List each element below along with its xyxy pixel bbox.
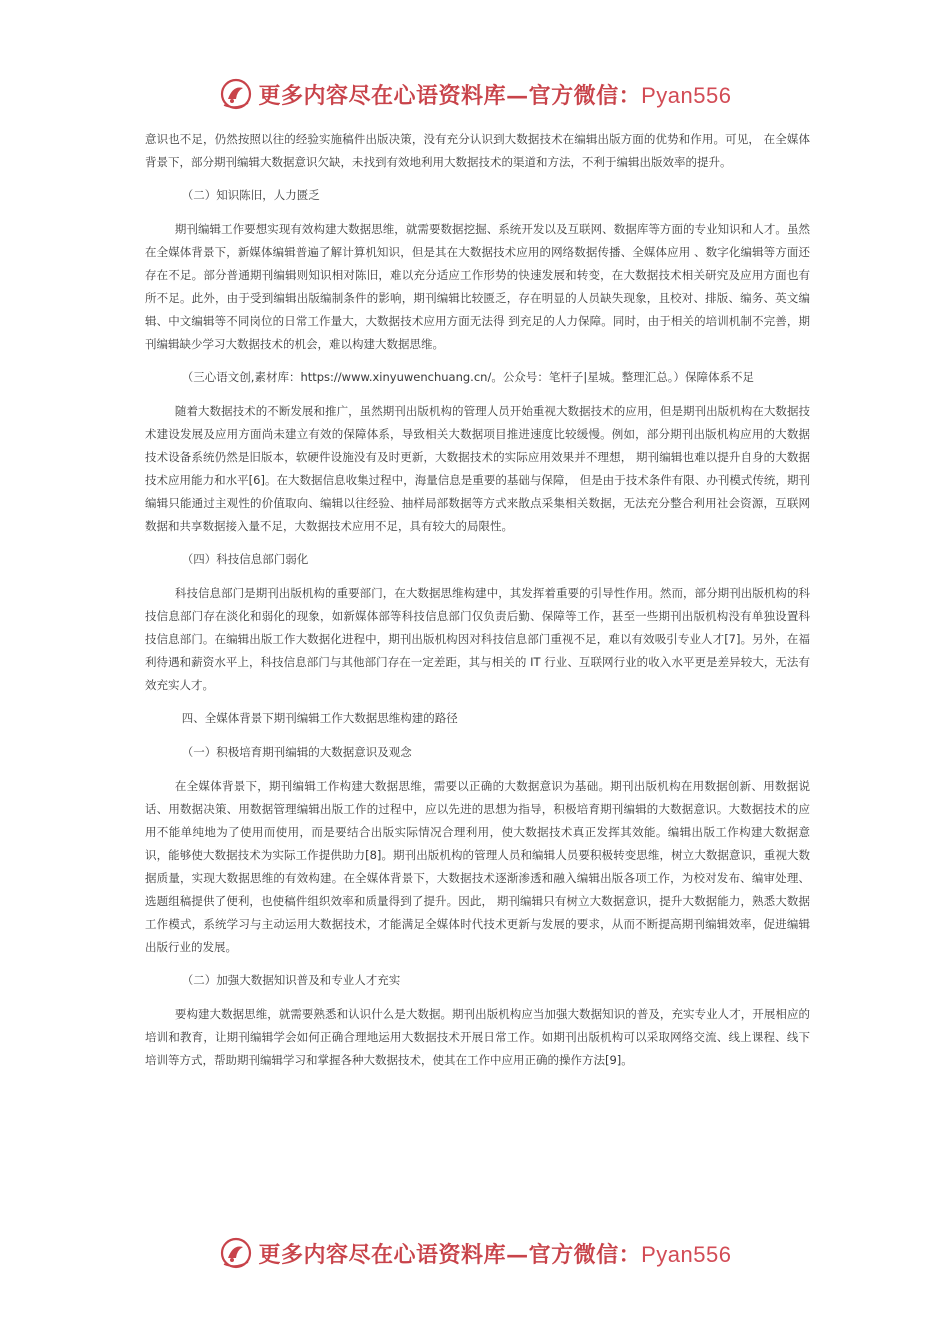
paragraph: 科技信息部门是期刊出版机构的重要部门，在大数据思维构建中，其发挥着重要的引导性作用。然而，部分期刊出版机构的科技信息部门存在淡化和弱化的现象，如新媒体部等科技信息部门仅负责后勤、保障等工作，甚至一些期刊出版机构没有单独设置科技信息部门。在编辑出版工作大数据化进程中，期刊出版机构因对科技信息部门重视不足，难以有效吸引专业人才[7]。另外，在福利待遇和薪资水平上，科技信息部门与其他部门存在一定差距，其与相关的 IT 行业、互联网行业的收入水平更是差异较大，无法有效充实人才。 [145,586,810,692]
banner-wechat-id: Pyan556 [641,82,732,108]
section-heading: （二）知识陈旧，人力匮乏 [181,188,320,202]
logo-icon [219,77,253,111]
section-heading: （四）科技信息部门弱化 [181,552,309,566]
section-heading: （三心语文创,素材库：https://www.xinyuwenchuang.cn/。公众号：笔杆子|星城。整理汇总。）保障体系不足 [181,370,754,384]
logo-icon [219,1236,253,1270]
section-heading: （一）积极培育期刊编辑的大数据意识及观念 [181,745,412,759]
banner-label: 官方微信： [528,1241,642,1268]
chapter-heading: 四、全媒体背景下期刊编辑工作大数据思维构建的路径 [181,711,458,725]
paragraph: 期刊编辑工作要想实现有效构建大数据思维，就需要数据挖掘、系统开发以及互联网、数据库等方面的专业知识和人才。虽然在全媒体背景下，新媒体编辑普遍了解计算机知识，但是其在大数据技术应用的网络数据传播、全媒体应用 、数字化编辑等方面还存在不足。部分普通期刊编辑则知识相对陈旧，难以充分适应工作形势的快速发展和转变，在大数据技术相关研究及应用方面也有所不足。此外，由于受到编辑出版编制条件的影响，期刊编辑比较匮乏，存在明显的人员缺失现象，且校对、排版、编务、英文编辑、中文编辑等不同岗位的日常工作量大，大数据技术应用方面无法得 到充足的人力保障。同时，由于相关的培训机制不完善，期刊编辑缺少学习大数据技术的机会，难以构建大数据思维。 [145,222,810,351]
banner-wechat-id: Pyan556 [641,1241,732,1267]
paragraph: 在全媒体背景下，期刊编辑工作构建大数据思维，需要以正确的大数据意识为基础。期刊出版机构在用数据创新、用数据说话、用数据决策、用数据管理编辑出版工作的过程中，应以先进的思想为指导，积极培育期刊编辑的大数据意识。大数据技术的应用不能单纯地为了使用而使用，而是要结合出版实际情况合理利用，使大数据技术真正发挥其效能。编辑出版工作构建大数据意识，能够使大数据技术为实际工作提供助力[8]。期刊出版机构的管理人员和编辑人员要积极转变思维，树立大数据意识，重视大数据质量，实现大数据思维的有效构建。在全媒体背景下，大数据技术逐渐渗透和融入编辑出版各项工作，为校对发布、编审处理、选题组稿提供了便利，也使稿件组织效率和质量得到了提升。因此， 期刊编辑只有树立大数据意识，提升大数据能力，熟悉大数据工作模式，系统学习与主动运用大数据技术，才能满足全媒体时代技术更新与发展的要求，从而不断提高期刊编辑效率，促进编辑出版行业的发展。 [145,779,810,954]
paragraph: 意识也不足，仍然按照以往的经验实施稿件出版决策，没有充分认识到大数据技术在编辑出版方面的优势和作用。可见， 在全媒体背景下，部分期刊编辑大数据意识欠缺，未找到有效地利用大数据技术的渠道和方法，不利于编辑出版效率的提升。 [145,132,810,169]
footer-banner [0,1233,950,1273]
banner-dash: — [506,1241,529,1268]
banner-label: 官方微信： [528,82,642,109]
section-heading: （二）加强大数据知识普及和专业人才充实 [181,973,401,987]
banner-main: 更多内容尽在心语资料库 [258,1241,507,1268]
header-banner [0,74,950,114]
banner-text [259,79,732,110]
article-body [145,128,810,1082]
banner-main: 更多内容尽在心语资料库 [258,82,507,109]
banner-text [259,1238,732,1269]
banner-dash: — [506,82,529,109]
paragraph: 要构建大数据思维，就需要熟悉和认识什么是大数据。期刊出版机构应当加强大数据知识的普及，充实专业人才，开展相应的培训和教育，让期刊编辑学会如何正确合理地运用大数据技术开展日常工作。如期刊出版机构可以采取网络交流、线上课程、线下培训等方式，帮助期刊编辑学习和掌握各种大数据技术，使其在工作中应用正确的操作方法[9]。 [145,1007,810,1067]
paragraph: 随着大数据技术的不断发展和推广，虽然期刊出版机构的管理人员开始重视大数据技术的应用，但是期刊出版机构在大数据技术建设发展及应用方面尚未建立有效的保障体系，导致相关大数据项目推进速度比较缓慢。例如，部分期刊出版机构应用的大数据技术设备系统仍然是旧版本，软硬件设施没有及时更新，大数据技术的实际应用效果并不理想， 期刊编辑也难以提升自身的大数据技术应用能力和水平[6]。在大数据信息收集过程中，海量信息是重要的基础与保障， 但是由于技术条件有限、办刊模式传统，期刊编辑只能通过主观性的价值取向、编辑以往经验、抽样局部数据等方式来散点采集相关数据，无法充分整合利用社会资源，互联网数据和共享数据接入量不足，大数据技术应用不足，具有较大的局限性。 [145,404,810,533]
